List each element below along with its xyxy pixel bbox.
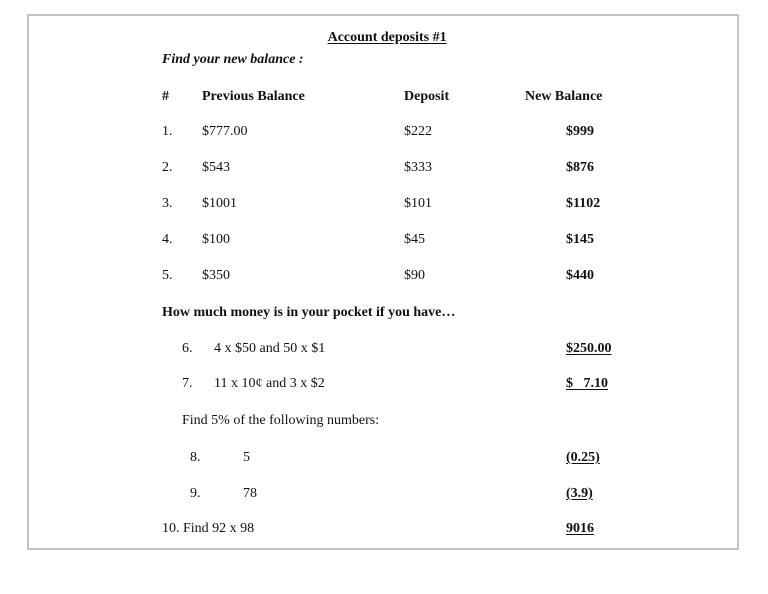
previous-balance: $543 (202, 160, 230, 175)
pocket-money-heading: How much money is in your pocket if you have… (162, 305, 456, 320)
deposit: $45 (404, 232, 425, 247)
new-balance: $440 (566, 268, 594, 283)
question-answer: $250.00 (566, 341, 612, 356)
question-number: 6. (182, 341, 193, 356)
deposit: $90 (404, 268, 425, 283)
deposit: $222 (404, 124, 432, 139)
row-number: 5. (162, 268, 173, 283)
previous-balance: $777.00 (202, 124, 248, 139)
deposit: $101 (404, 196, 432, 211)
worksheet-title (0, 17, 768, 45)
header-previous-balance: Previous Balance (202, 89, 305, 104)
deposit: $333 (404, 160, 432, 175)
row-number: 3. (162, 196, 173, 211)
question-text: 10. Find 92 x 98 (162, 521, 255, 536)
question-answer: $ 7.10 (566, 376, 608, 391)
question-value: 5 (243, 450, 250, 465)
previous-balance: $350 (202, 268, 230, 283)
question-text: 11 x 10¢ and 3 x $2 (214, 376, 325, 391)
header-new-balance: New Balance (525, 89, 603, 104)
percent-instruction: Find 5% of the following numbers: (182, 413, 380, 428)
question-number: 7. (182, 376, 193, 391)
row-number: 4. (162, 232, 173, 247)
new-balance: $1102 (566, 196, 601, 211)
balance-instruction: Find your new balance : (162, 52, 304, 67)
new-balance: $876 (566, 160, 594, 175)
question-number: 9. (190, 486, 201, 501)
previous-balance: $1001 (202, 196, 237, 211)
question-text: 4 x $50 and 50 x $1 (214, 341, 326, 356)
question-answer: 9016 (566, 521, 594, 536)
question-answer: (3.9) (566, 486, 593, 501)
worksheet-page (27, 14, 739, 550)
header-deposit: Deposit (404, 89, 450, 104)
question-value: 78 (243, 486, 257, 501)
new-balance: $145 (566, 232, 594, 247)
title-text: Account deposits #1 (327, 30, 447, 45)
header-number: # (162, 89, 169, 104)
question-answer: (0.25) (566, 450, 600, 465)
previous-balance: $100 (202, 232, 230, 247)
row-number: 2. (162, 160, 173, 175)
row-number: 1. (162, 124, 173, 139)
new-balance: $999 (566, 124, 594, 139)
question-number: 8. (190, 450, 201, 465)
